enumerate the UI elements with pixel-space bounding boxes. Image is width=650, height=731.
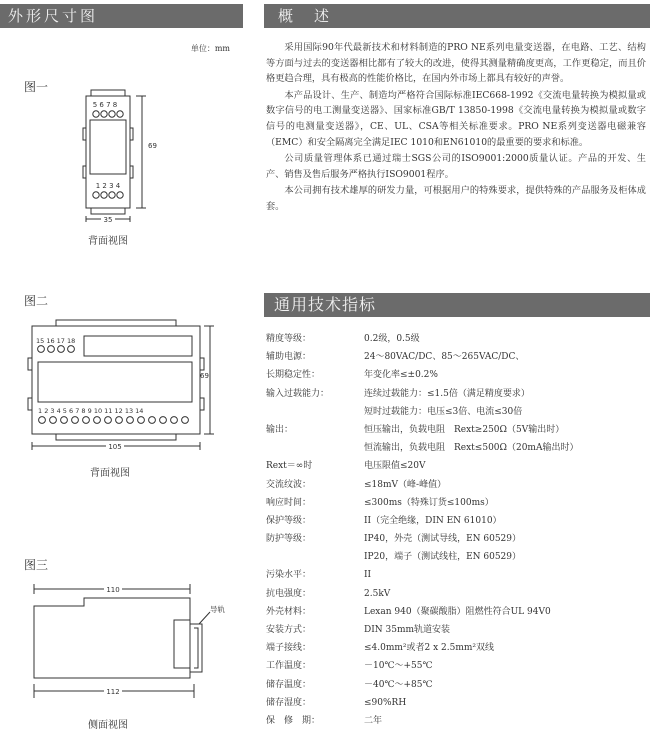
spec-label: 工作温度： (266, 661, 312, 672)
overview-paragraph: 采用国际90年代最新技术和材料制造的PRO NE系列电量变送器，在电路、工艺、结构等方面与过去的变送器相比都有了较大的改进，使得其测量精确度更高，工作更稳定，而且价格更趋合理，具有极高的性能价格比，在国内外市场上都具有较好的声誉。 (266, 42, 646, 85)
figure3-label: 图三 (24, 558, 49, 572)
spec-row (266, 348, 646, 366)
figure3-drawing (24, 580, 244, 710)
spec-value: II（完全绝缘，DIN EN 61010） (364, 515, 502, 526)
overview-text (266, 40, 646, 216)
spec-label: 污染水平： (266, 570, 312, 581)
spec-row (266, 712, 646, 730)
spec-value: 二年 (364, 715, 383, 726)
spec-label: 保护等级： (266, 515, 312, 526)
spec-row (266, 585, 646, 603)
spec-label: 防护等级： (266, 534, 312, 545)
spec-label: 储存温度： (266, 679, 312, 690)
spec-label (266, 403, 364, 421)
spec-value: ≤300ms（特殊订货≤100ms） (364, 497, 494, 508)
overview-paragraph: 本公司拥有技术雄厚的研发力量，可根据用户的特殊要求，提供特殊的产品服务及柜体成套。 (266, 185, 646, 212)
spec-row (266, 548, 646, 566)
spec-row (266, 530, 646, 548)
spec-value: DIN 35mm轨道安装 (364, 625, 451, 635)
figure3-caption: 侧面视图 (88, 720, 128, 731)
spec-value: 恒压输出，负载电阻 Rext≥250Ω（5V输出时） (364, 424, 565, 435)
spec-row (266, 421, 646, 439)
spec-label: 安装方式： (266, 625, 312, 635)
spec-value: －40℃～+85℃ (364, 679, 433, 690)
spec-row (266, 512, 646, 530)
spec-row (266, 676, 646, 694)
spec-value: IP40，外壳（测试导线，EN 60529） (364, 534, 521, 545)
figure2-bottom-terminals: 1 2 3 4 5 6 7 8 9 10 11 12 13 14 (38, 407, 144, 415)
spec-value: 恒流输出，负载电阻 Rext≤500Ω（20mA输出时） (364, 443, 579, 454)
spec-row (266, 603, 646, 621)
unit-label: 单位：mm (190, 44, 230, 53)
figure1-top-terminals: 5 6 7 8 (92, 101, 118, 109)
spec-value: ≤18mV（峰-峰值） (364, 479, 447, 490)
figure1-drawing (80, 88, 180, 223)
spec-value: －10℃～+55℃ (364, 661, 433, 672)
specs-table (266, 330, 646, 730)
spec-value: ≤90%RH (364, 697, 407, 708)
spec-label: 抗电强度： (266, 588, 312, 599)
spec-label: 外壳材料： (266, 606, 312, 617)
spec-label: Rext＝∞时 (266, 461, 313, 472)
spec-row (266, 657, 646, 675)
figure1-label: 图一 (24, 80, 49, 94)
spec-label: 辅助电源： (266, 352, 312, 363)
spec-value: II (364, 570, 372, 581)
overview-paragraph: 本产品设计、生产、制造均严格符合国际标准IEC668-1992《交流电量转换为模拟量或数字信号的电工测量变送器》、国家标准GB/T 13850-1998《交流电量转换为模拟量或数字信号的电测量变送器》，CE、UL、CSA等相关标准要求。PRO NE系列变送器电磁兼容（EMC）和安全隔离完全满足IEC 1010和EN61010的最重要的要求和标准。 (266, 89, 646, 148)
spec-row (266, 476, 646, 494)
figure2-caption: 背面视图 (90, 468, 130, 479)
spec-row (266, 439, 646, 457)
spec-label: 端子接线： (266, 643, 312, 654)
spec-row (266, 457, 646, 475)
figure2-drawing (24, 318, 224, 458)
specs-header: 通用技术指标 (264, 293, 650, 317)
overview-paragraph: 公司质量管理体系已通过瑞士SGS公司的ISO9001:2000质量认证。产品的开发、生产、销售及售后服务严格执行ISO9001程序。 (266, 153, 646, 180)
spec-label: 交流纹波： (266, 479, 312, 490)
spec-value: 2.5kV (364, 588, 391, 599)
spec-label: 保 修 期： (266, 715, 321, 726)
spec-value: 24～80VAC/DC、85～265VAC/DC、 (364, 352, 525, 363)
spec-label: 输入过载能力： (266, 388, 330, 399)
spec-label: 储存湿度： (266, 697, 312, 708)
dimensions-header: 外形尺寸图 (0, 4, 243, 28)
spec-row (266, 494, 646, 512)
figure2-label: 图二 (24, 294, 49, 308)
figure1-caption: 背面视图 (88, 236, 128, 247)
spec-row (266, 694, 646, 712)
spec-label: 长期稳定性： (266, 370, 321, 381)
spec-row (266, 621, 646, 639)
figure1-width-label: 35 (103, 216, 113, 223)
spec-row (266, 403, 646, 421)
spec-label: 精度等级： (266, 334, 312, 344)
spec-value: 0.2级，0.5级 (364, 334, 420, 344)
figure3-top-width-label: 110 (106, 586, 120, 594)
figure1-height-label: 69 (148, 142, 157, 150)
spec-value: 电压限值≤20V (364, 461, 426, 472)
figure1-bottom-terminals: 1 2 3 4 (95, 182, 121, 190)
spec-row (266, 330, 646, 348)
figure3-bottom-width-label: 112 (106, 688, 120, 696)
spec-label (266, 548, 364, 566)
spec-row (266, 385, 646, 403)
spec-value: Lexan 940（聚碳酸脂）阻燃性符合UL 94V0 (364, 606, 551, 617)
spec-value: 短时过载能力：电压≤3倍、电流≤30倍 (364, 406, 523, 417)
spec-label: 响应时间： (266, 497, 312, 508)
spec-value: ≤4.0mm²或者2 x 2.5mm²双线 (364, 643, 495, 654)
spec-row (266, 639, 646, 657)
spec-value: 连续过载能力：≤1.5倍（满足精度要求） (364, 388, 530, 399)
figure3-rail-label: 导轨 (210, 605, 225, 614)
figure2-height-label: 69 (200, 372, 209, 380)
spec-row (266, 566, 646, 584)
spec-value: IP20，端子（测试线柱，EN 60529） (364, 552, 521, 563)
spec-value: 年变化率≤±0.2% (364, 370, 438, 381)
figure2-top-terminals: 15 16 17 18 (36, 337, 76, 345)
spec-label (266, 439, 364, 457)
spec-row (266, 366, 646, 384)
spec-label: 输出： (266, 424, 294, 435)
figure2-width-label: 105 (108, 443, 122, 451)
overview-header: 概 述 (264, 4, 650, 28)
